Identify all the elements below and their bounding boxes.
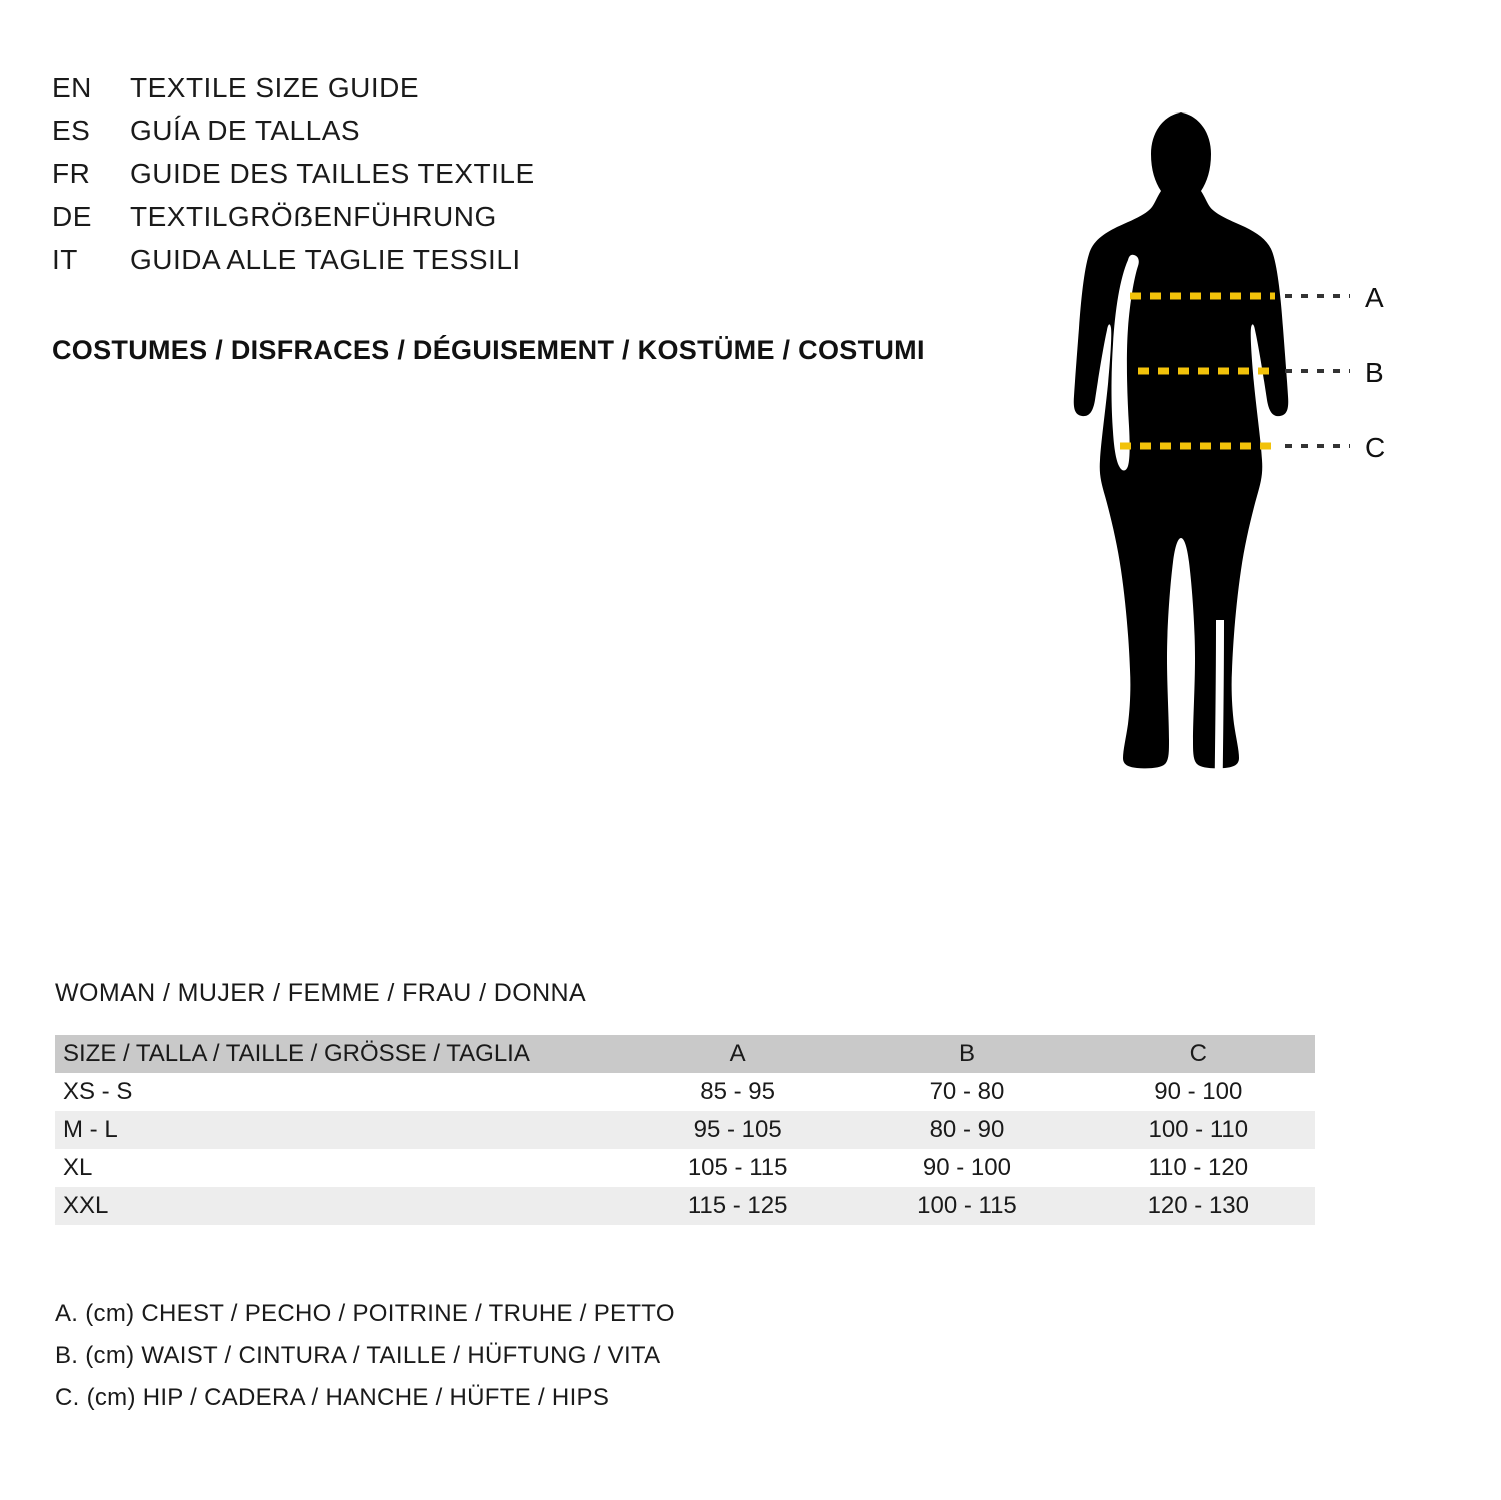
legend-line-c: C. (cm) HIP / CADERA / HANCHE / HÜFTE / HIPS <box>55 1384 610 1411</box>
language-code: FR <box>52 158 91 189</box>
table-row <box>55 1149 1315 1187</box>
legend-block <box>55 1300 955 1426</box>
female-silhouette-icon <box>1020 60 1460 940</box>
language-row <box>52 115 752 158</box>
language-code: ES <box>52 115 91 146</box>
cell-c: 120 - 130 <box>1147 1192 1249 1219</box>
column-header-a: A <box>729 1040 746 1067</box>
cell-size: XL <box>63 1154 93 1181</box>
cell-c: 100 - 110 <box>1148 1116 1249 1143</box>
size-table <box>55 1035 1315 1225</box>
cell-b: 90 - 100 <box>922 1154 1011 1181</box>
column-header-c: C <box>1189 1040 1207 1067</box>
figure-area <box>1020 60 1460 940</box>
cell-b: 80 - 90 <box>929 1116 1005 1143</box>
size-table-head <box>55 1035 1315 1073</box>
language-title: GUIDA ALLE TAGLIE TESSILI <box>130 244 521 275</box>
cell-size: M - L <box>63 1116 118 1143</box>
language-row <box>52 244 752 287</box>
cell-c: 110 - 120 <box>1148 1154 1249 1181</box>
table-title: WOMAN / MUJER / FEMME / FRAU / DONNA <box>55 979 587 1007</box>
table-header-row <box>55 1035 1315 1073</box>
measure-label-c: C <box>1365 432 1386 463</box>
table-row <box>55 1111 1315 1149</box>
language-title: GUIDE DES TAILLES TEXTILE <box>130 158 535 189</box>
cell-b: 100 - 115 <box>917 1192 1017 1219</box>
language-row <box>52 72 752 115</box>
language-code: EN <box>52 72 92 103</box>
table-row <box>55 1073 1315 1111</box>
language-row <box>52 201 752 244</box>
language-row <box>52 158 752 201</box>
language-title: TEXTILE SIZE GUIDE <box>130 72 420 103</box>
cell-a: 115 - 125 <box>687 1192 788 1219</box>
cell-size: XXL <box>63 1192 109 1219</box>
language-code: IT <box>52 244 78 275</box>
language-header-block <box>52 72 752 287</box>
column-header-size: SIZE / TALLA / TAILLE / GRÖSSE / TAGLIA <box>63 1040 530 1067</box>
column-header-b: B <box>958 1040 975 1067</box>
legend-line-a: A. (cm) CHEST / PECHO / POITRINE / TRUHE / PETTO <box>55 1300 675 1327</box>
cell-size: XS - S <box>63 1078 133 1105</box>
cell-a: 85 - 95 <box>700 1078 775 1105</box>
legend-line-b: B. (cm) WAIST / CINTURA / TAILLE / HÜFTUNG / VITA <box>55 1342 661 1369</box>
costumes-heading: COSTUMES / DISFRACES / DÉGUISEMENT / KOSTÜME / COSTUMI <box>52 335 925 365</box>
cell-a: 105 - 115 <box>687 1154 788 1181</box>
measure-label-a: A <box>1365 282 1384 313</box>
cell-a: 95 - 105 <box>693 1116 782 1143</box>
table-row <box>55 1187 1315 1225</box>
measure-label-b: B <box>1365 357 1384 388</box>
size-table-body <box>55 1073 1315 1225</box>
language-code: DE <box>52 201 92 232</box>
cell-c: 90 - 100 <box>1154 1078 1243 1105</box>
language-title: GUÍA DE TALLAS <box>130 115 361 146</box>
language-title: TEXTILGRÖẞENFÜHRUNG <box>130 201 497 232</box>
cell-b: 70 - 80 <box>929 1078 1005 1105</box>
